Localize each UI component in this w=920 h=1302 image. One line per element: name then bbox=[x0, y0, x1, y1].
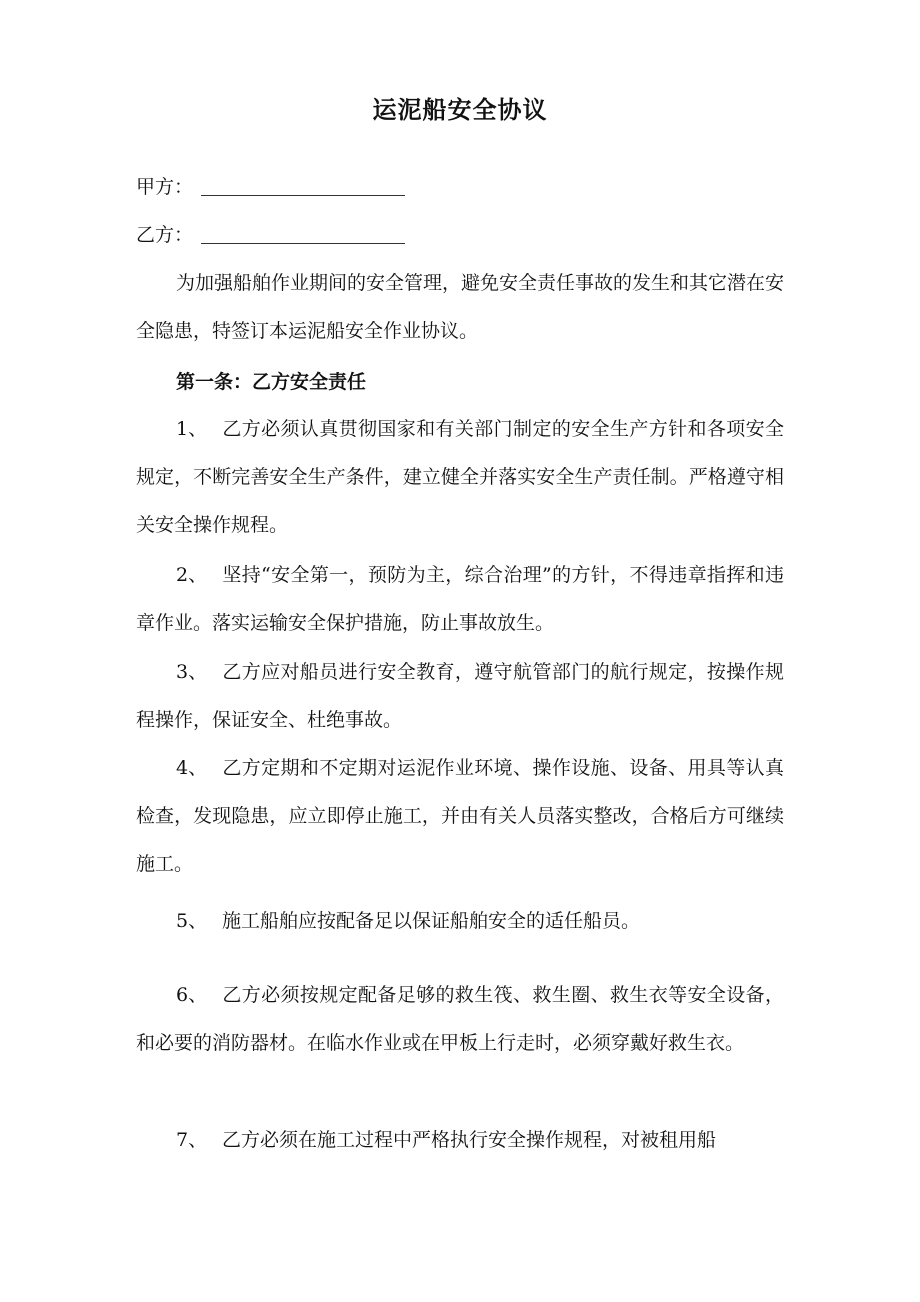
intro-paragraph: 为加强船舶作业期间的安全管理，避免安全责任事故的发生和其它潜在安全隐患，特签订本运泥船安全作业协议。 bbox=[136, 272, 785, 342]
clause-text: 乙方应对船员进行安全教育，遵守航管部门的航行规定，按操作规程操作，保证安全、杜绝事故。 bbox=[136, 661, 784, 731]
clause-text: 坚持“安全第一，预防为主，综合治理”的方针，不得违章指挥和违章作业。落实运输安全保护措施，防止事故放生。 bbox=[136, 564, 784, 634]
clause-number: 1、 bbox=[176, 418, 208, 440]
clause-number: 4、 bbox=[176, 757, 208, 779]
clause-3 bbox=[136, 648, 784, 744]
clause-number: 7、 bbox=[176, 1129, 208, 1151]
clause-text: 乙方必须按规定配备足够的救生筏、救生圈、救生衣等安全设备，和必要的消防器材。在临水作业或在甲板上行走时，必须穿戴好救生衣。 bbox=[136, 984, 784, 1054]
party-a-label: 甲方： bbox=[136, 176, 194, 198]
clause-text: 施工船舶应按配备足以保证船舶安全的适任船员。 bbox=[222, 910, 641, 932]
clause-2 bbox=[136, 551, 784, 647]
clause-text: 乙方必须在施工过程中严格执行安全操作规程，对被租用船 bbox=[222, 1129, 717, 1151]
clause-number: 5、 bbox=[176, 910, 208, 932]
clause-4 bbox=[136, 744, 784, 888]
clause-number: 6、 bbox=[176, 984, 208, 1006]
clause-1 bbox=[136, 405, 784, 549]
party-a-row bbox=[136, 172, 405, 202]
clause-text: 乙方定期和不定期对运泥作业环境、操作设施、设备、用具等认真检查，发现隐患，应立即停止施工，并由有关人员落实整改，合格后方可继续施工。 bbox=[136, 757, 784, 875]
party-b-blank bbox=[201, 223, 405, 244]
party-b-row bbox=[136, 220, 405, 250]
clause-number: 2、 bbox=[176, 564, 208, 586]
clause-7 bbox=[136, 1116, 784, 1164]
party-a-blank bbox=[201, 175, 405, 196]
document-title: 运泥船安全协议 bbox=[372, 95, 548, 124]
clause-number: 3、 bbox=[176, 661, 208, 683]
party-b-label: 乙方： bbox=[136, 224, 194, 246]
section-heading: 第一条：乙方安全责任 bbox=[176, 371, 367, 393]
clause-5 bbox=[136, 897, 784, 945]
clause-6 bbox=[136, 971, 784, 1067]
clause-text: 乙方必须认真贯彻国家和有关部门制定的安全生产方针和各项安全规定，不断完善安全生产条件，建立健全并落实安全生产责任制。严格遵守相关安全操作规程。 bbox=[136, 418, 784, 536]
